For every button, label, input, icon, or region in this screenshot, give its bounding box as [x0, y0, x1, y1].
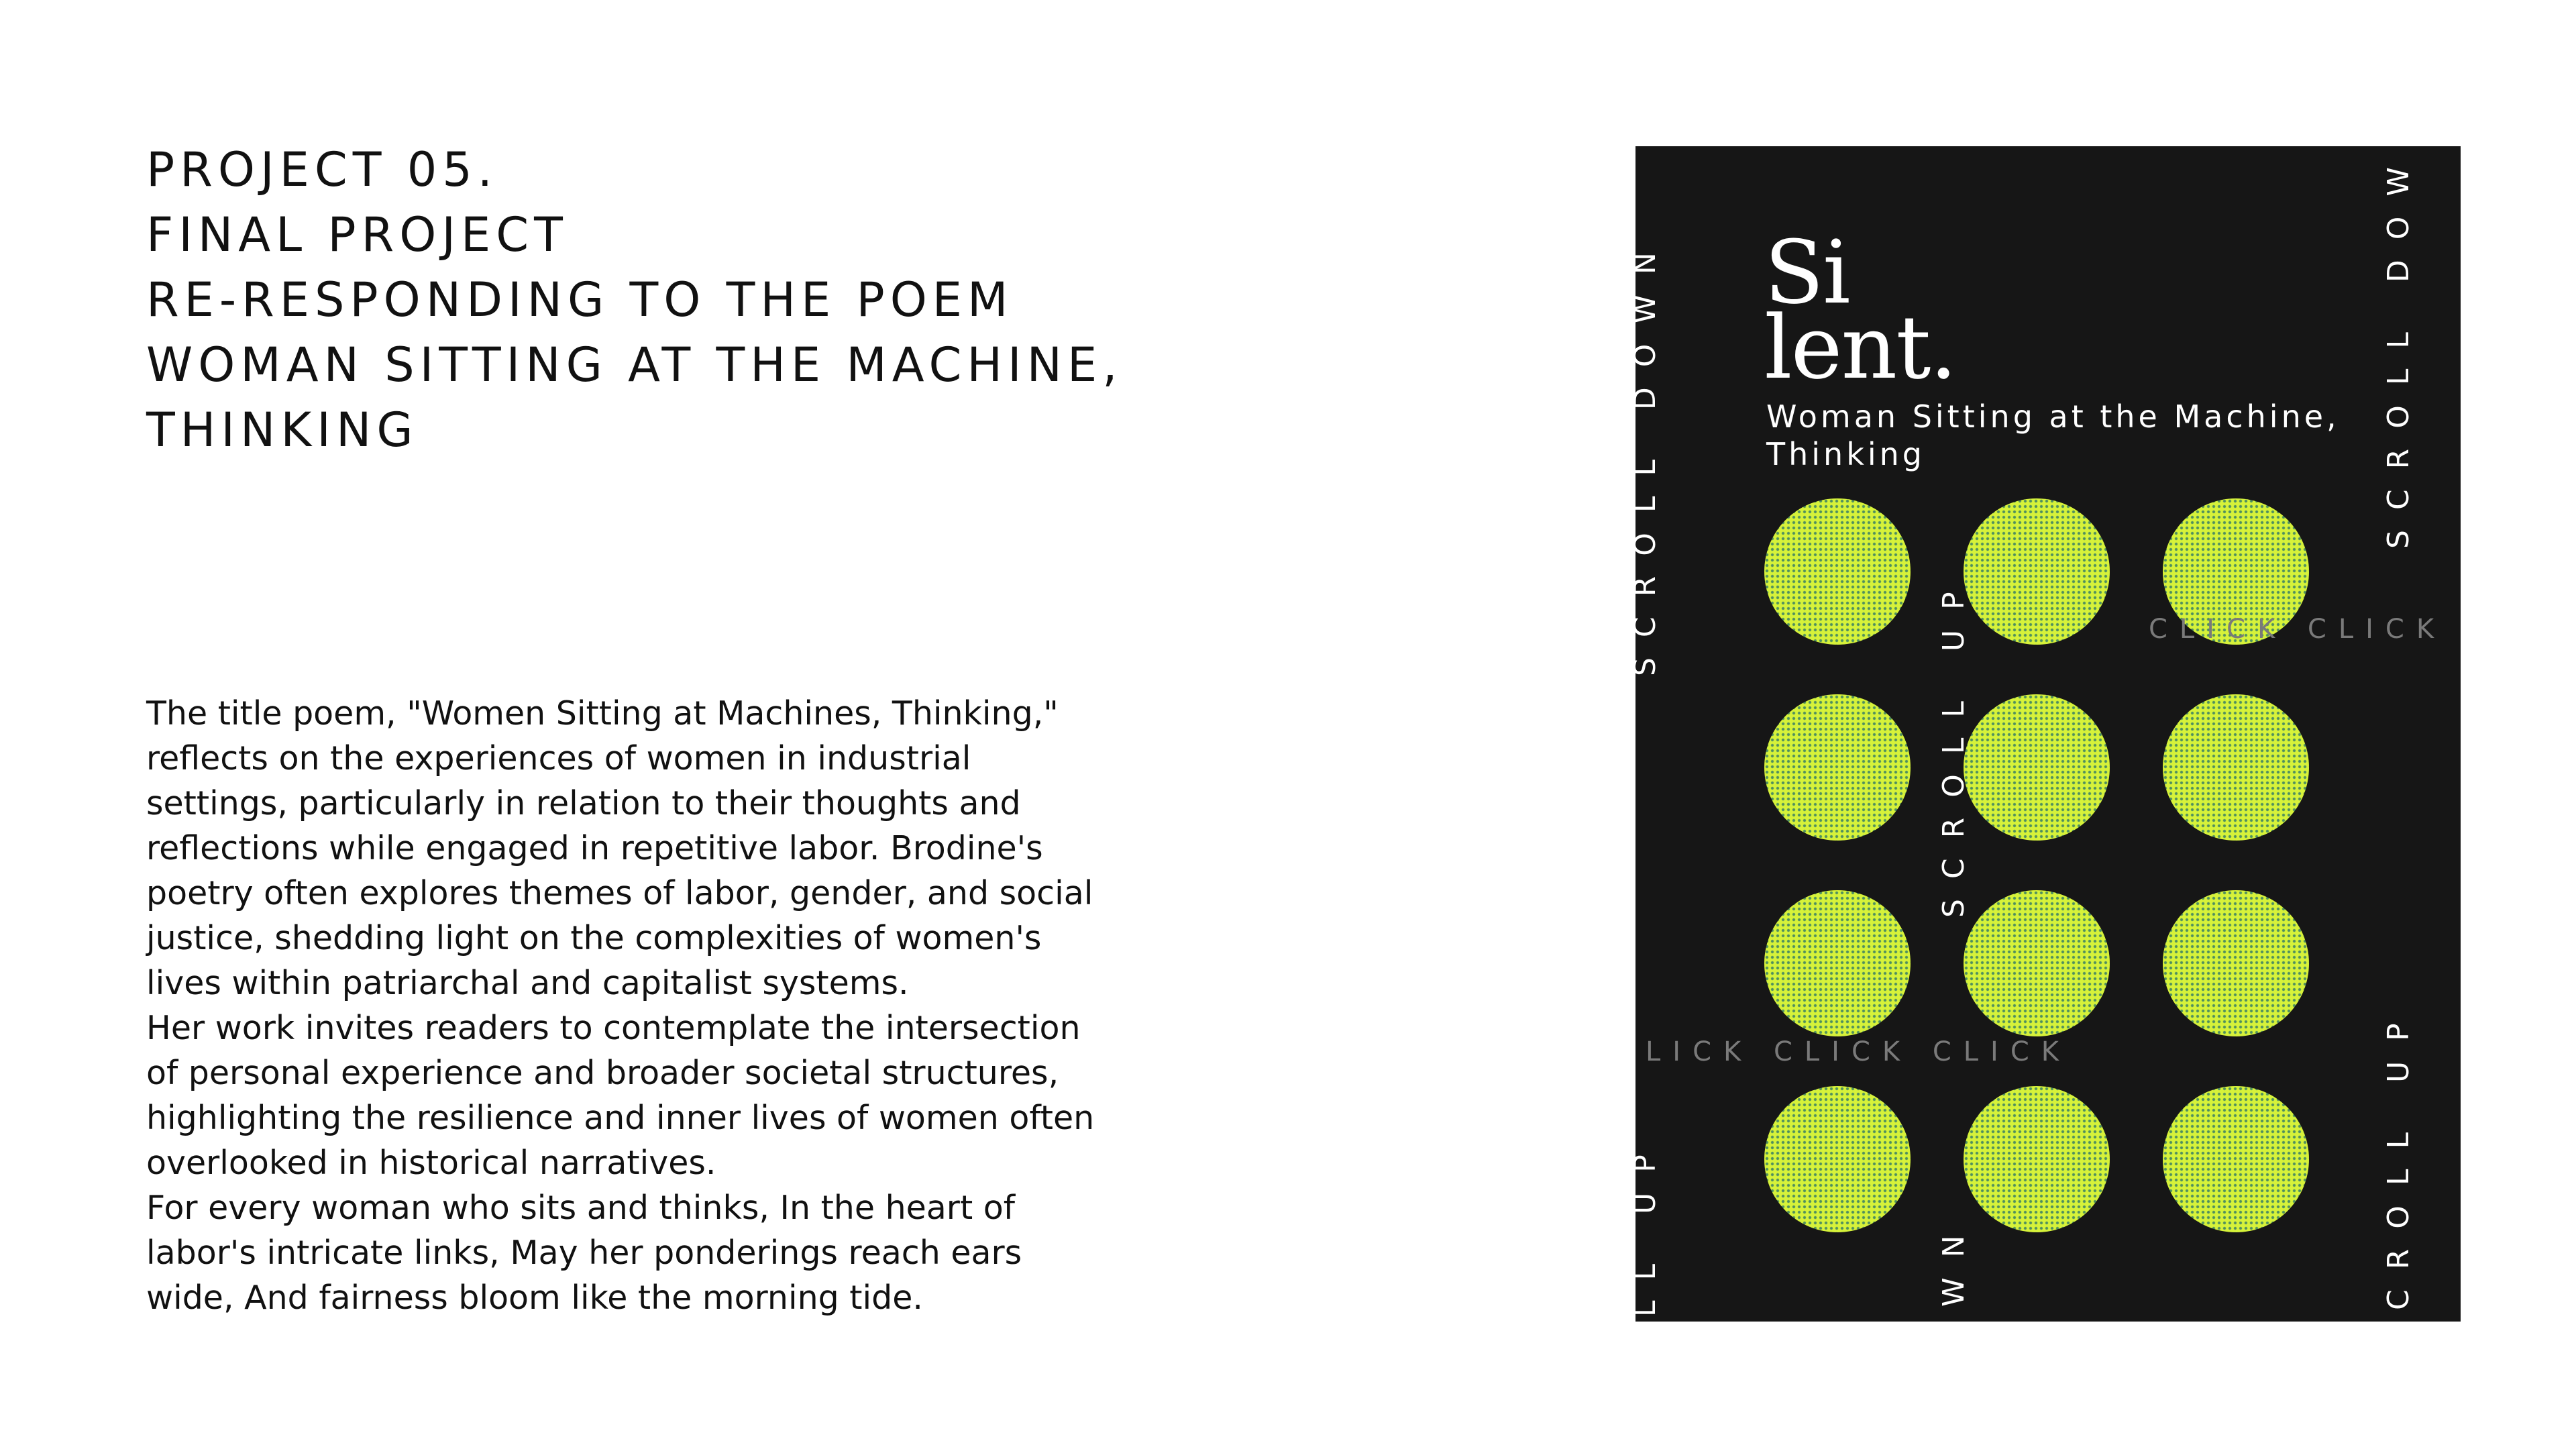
halftone-dot: [2163, 694, 2309, 841]
description-paragraph-1: The title poem, "Women Sitting at Machines, Thinking," reflects on the experiences of women in industrial settings, particularly in relation to their thoughts and reflections while engaged in repetitive labor. Brodine's poetry often explores themes of labor, gender, and social justice, shedding light on the complexities of women's lives within patriarchal and capitalist systems.: [146, 694, 1093, 1002]
click-text-left: LICK CLICK CLICK: [1646, 1036, 2072, 1067]
poster-subtitle: [1766, 398, 2370, 473]
scroll-up-text-right: CROLL UP: [2381, 1003, 2416, 1310]
poster-title-line-2: lent.: [1764, 297, 1956, 398]
heading-line-5: THINKING: [146, 402, 419, 458]
project-heading: [146, 138, 1122, 463]
halftone-dot: [1964, 694, 2110, 841]
halftone-dot: [1964, 890, 2110, 1036]
halftone-dot: [1764, 890, 1911, 1036]
heading-line-1: PROJECT 05.: [146, 142, 498, 197]
scroll-down-text-middle: WN: [1937, 1215, 1971, 1307]
click-text-right: CLICK CLICK: [2149, 614, 2447, 645]
poster-artwork: [1628, 146, 2461, 1322]
halftone-dot: [1964, 1086, 2110, 1232]
scroll-up-text-left: LL UP: [1628, 1134, 1662, 1317]
scroll-down-text-right: SCROLL DOW: [2381, 147, 2416, 549]
halftone-dot: [2163, 1086, 2309, 1232]
halftone-dot: [1764, 694, 1911, 841]
heading-line-3: RE-RESPONDING TO THE POEM: [146, 272, 1014, 327]
poster-title-line-1: Si: [1764, 221, 1849, 323]
scroll-up-text-middle: SCROLL UP: [1937, 572, 1971, 918]
halftone-dot: [1964, 498, 2110, 645]
heading-line-2: FINAL PROJECT: [146, 207, 568, 262]
halftone-dot: [1764, 1086, 1911, 1232]
project-description: [146, 691, 1112, 1320]
description-paragraph-2: Her work invites readers to contemplate the intersection of personal experience and broader societal structures, highlighting the resilience and inner lives of women often overlooked in historical narratives.: [146, 1009, 1095, 1182]
scroll-down-text-left: SCROLL DOWN: [1628, 232, 1662, 676]
description-paragraph-3: For every woman who sits and thinks, In the heart of labor's intricate links, May her ponderings reach ears wide, And fairness bloom like the morning tide.: [146, 1189, 1022, 1317]
poster-subtitle-line-2: Thinking: [1766, 436, 1925, 472]
halftone-dot: [2163, 890, 2309, 1036]
halftone-dot: [1764, 498, 1911, 645]
poster-title: [1764, 221, 1956, 398]
heading-line-4: WOMAN SITTING AT THE MACHINE,: [146, 337, 1123, 392]
poster-subtitle-line-1: Woman Sitting at the Machine,: [1766, 398, 2340, 435]
